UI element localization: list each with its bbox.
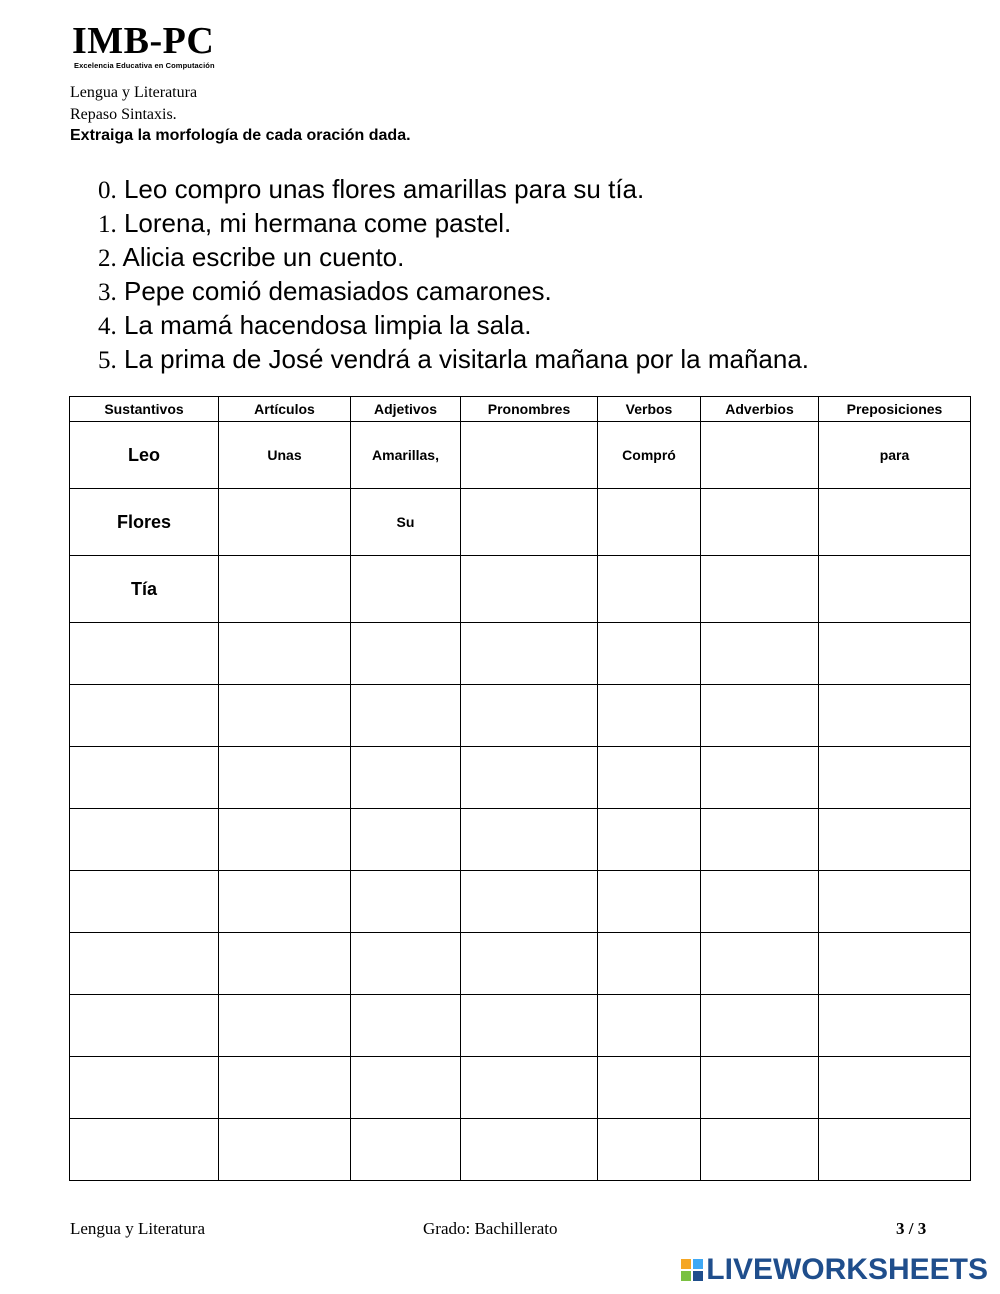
table-row [70, 809, 971, 871]
table-cell[interactable] [598, 871, 701, 933]
table-cell[interactable] [598, 809, 701, 871]
table-cell[interactable] [70, 685, 219, 747]
table-row [70, 489, 971, 556]
table-cell[interactable] [819, 1057, 971, 1119]
header-sustantivos: Sustantivos [70, 397, 219, 422]
liveworksheets-logo [681, 1253, 988, 1287]
sentence-item [98, 206, 809, 240]
sentence-text: Pepe comió demasiados camarones. [116, 276, 552, 306]
sentence-item [98, 274, 809, 308]
table-header-row [70, 397, 971, 422]
table-cell[interactable] [70, 1119, 219, 1181]
table-cell[interactable] [819, 489, 971, 556]
table-cell[interactable] [701, 685, 819, 747]
table-cell[interactable] [598, 1119, 701, 1181]
header-verbos: Verbos [598, 397, 701, 422]
subject-label: Lengua y Literatura [70, 84, 198, 101]
table-cell[interactable] [70, 747, 219, 809]
table-cell[interactable] [461, 809, 598, 871]
table-cell[interactable] [351, 685, 461, 747]
icon-square [693, 1271, 703, 1281]
header-pronombres: Pronombres [461, 397, 598, 422]
table-cell[interactable] [701, 1119, 819, 1181]
footer-page-number: 3 / 3 [896, 1219, 927, 1238]
icon-square [681, 1259, 691, 1269]
table-cell[interactable] [819, 1119, 971, 1181]
table-cell[interactable] [598, 747, 701, 809]
table-cell[interactable] [819, 747, 971, 809]
table-cell[interactable] [701, 747, 819, 809]
table-cell[interactable] [70, 871, 219, 933]
table-cell[interactable] [461, 685, 598, 747]
icon-square [693, 1259, 703, 1269]
school-logo [72, 22, 232, 70]
table-row [70, 1057, 971, 1119]
table-cell[interactable] [351, 1057, 461, 1119]
table-row [70, 685, 971, 747]
table-cell[interactable] [351, 623, 461, 685]
table-cell[interactable] [461, 489, 598, 556]
table-cell[interactable] [598, 623, 701, 685]
table-cell[interactable] [461, 556, 598, 623]
table-cell[interactable] [219, 1057, 351, 1119]
table-row [70, 871, 971, 933]
table-cell[interactable] [819, 995, 971, 1057]
table-cell[interactable] [461, 623, 598, 685]
table-cell[interactable] [351, 809, 461, 871]
table-body [70, 422, 971, 1181]
header-adverbios: Adverbios [701, 397, 819, 422]
sentence-text: Leo compro unas flores amarillas para su tía. [116, 174, 645, 204]
table-cell[interactable] [70, 1057, 219, 1119]
table-cell[interactable] [461, 933, 598, 995]
sentence-number: 5. [98, 347, 117, 374]
table-cell[interactable] [598, 685, 701, 747]
liveworksheets-wordmark: LIVEWORKSHEETS [706, 1253, 988, 1286]
table-cell[interactable] [701, 623, 819, 685]
table-cell[interactable] [461, 1057, 598, 1119]
sentence-item [98, 308, 809, 342]
table-cell[interactable] [351, 1119, 461, 1181]
sentence-text: Lorena, mi hermana come pastel. [116, 208, 512, 238]
table-cell[interactable]: para [819, 422, 971, 489]
sentence-number: 1. [98, 211, 117, 238]
table-row [70, 422, 971, 489]
table-cell[interactable] [701, 995, 819, 1057]
table-cell[interactable] [219, 809, 351, 871]
table-cell[interactable] [701, 809, 819, 871]
table-cell[interactable]: Amarillas, [351, 422, 461, 489]
table-cell[interactable] [219, 933, 351, 995]
table-cell[interactable] [701, 1057, 819, 1119]
table-cell[interactable] [598, 995, 701, 1057]
table-cell[interactable] [70, 933, 219, 995]
sentence-number: 2. [98, 245, 117, 272]
table-row [70, 556, 971, 623]
table-row [70, 747, 971, 809]
table-cell[interactable] [219, 871, 351, 933]
table-row [70, 933, 971, 995]
logo-subtitle: Excelencia Educativa en Computación [74, 61, 215, 70]
table-cell[interactable] [351, 933, 461, 995]
table-cell[interactable] [461, 995, 598, 1057]
table-row [70, 1119, 971, 1181]
header-preposiciones: Preposiciones [819, 397, 971, 422]
table-cell[interactable] [598, 933, 701, 995]
sentence-number: 3. [98, 279, 117, 306]
icon-square [681, 1271, 691, 1281]
table-cell[interactable] [70, 995, 219, 1057]
table-cell[interactable] [219, 747, 351, 809]
sentence-list [98, 172, 809, 376]
table-cell[interactable] [701, 422, 819, 489]
table-cell[interactable] [219, 623, 351, 685]
table-cell[interactable] [351, 871, 461, 933]
table-cell[interactable] [70, 809, 219, 871]
table-cell[interactable] [461, 1119, 598, 1181]
table-cell[interactable] [819, 685, 971, 747]
sentence-item [98, 172, 809, 206]
header-articulos: Artículos [219, 397, 351, 422]
sentence-text: La mamá hacendosa limpia la sala. [116, 310, 532, 340]
table-cell[interactable] [701, 489, 819, 556]
topic-label: Repaso Sintaxis. [70, 106, 177, 123]
table-cell[interactable]: Leo [70, 422, 219, 489]
table-cell[interactable] [351, 995, 461, 1057]
table-cell[interactable] [219, 1119, 351, 1181]
table-cell[interactable] [351, 747, 461, 809]
footer-grade: Grado: Bachillerato [423, 1219, 558, 1238]
table-cell[interactable] [219, 489, 351, 556]
table-cell[interactable]: Compró [598, 422, 701, 489]
instruction-text: Extraiga la morfología de cada oración dada. [70, 127, 411, 144]
sentence-text: Alicia escribe un cuento. [116, 242, 405, 272]
table-cell[interactable] [819, 809, 971, 871]
table-cell[interactable]: Tía [70, 556, 219, 623]
table-cell[interactable] [598, 489, 701, 556]
morphology-table [69, 396, 971, 1181]
table-cell[interactable] [598, 1057, 701, 1119]
table-cell[interactable] [819, 556, 971, 623]
table-cell[interactable] [219, 685, 351, 747]
table-cell[interactable] [219, 556, 351, 623]
sentence-number: 0. [98, 177, 117, 204]
table-row [70, 995, 971, 1057]
sentence-text: La prima de José vendrá a visitarla mañana por la mañana. [116, 344, 810, 374]
table-cell[interactable]: Flores [70, 489, 219, 556]
table-cell[interactable] [819, 623, 971, 685]
logo-title: IMB-PC [72, 20, 215, 62]
table-cell[interactable] [461, 871, 598, 933]
table-cell[interactable] [219, 995, 351, 1057]
table-cell[interactable] [701, 556, 819, 623]
header-adjetivos: Adjetivos [351, 397, 461, 422]
table-cell[interactable] [461, 747, 598, 809]
table-cell[interactable] [461, 422, 598, 489]
table-row [70, 623, 971, 685]
sentence-item [98, 240, 809, 274]
table-cell[interactable] [701, 871, 819, 933]
table-cell[interactable] [701, 933, 819, 995]
table-cell[interactable] [351, 556, 461, 623]
table-cell[interactable] [598, 556, 701, 623]
liveworksheets-icon [681, 1259, 703, 1281]
table-cell[interactable] [70, 623, 219, 685]
table-cell[interactable]: Su [351, 489, 461, 556]
table-cell[interactable] [819, 871, 971, 933]
sentence-number: 4. [98, 313, 117, 340]
table-cell[interactable] [819, 933, 971, 995]
sentence-item [98, 342, 809, 376]
table-cell[interactable]: Unas [219, 422, 351, 489]
footer-subject: Lengua y Literatura [70, 1219, 205, 1238]
